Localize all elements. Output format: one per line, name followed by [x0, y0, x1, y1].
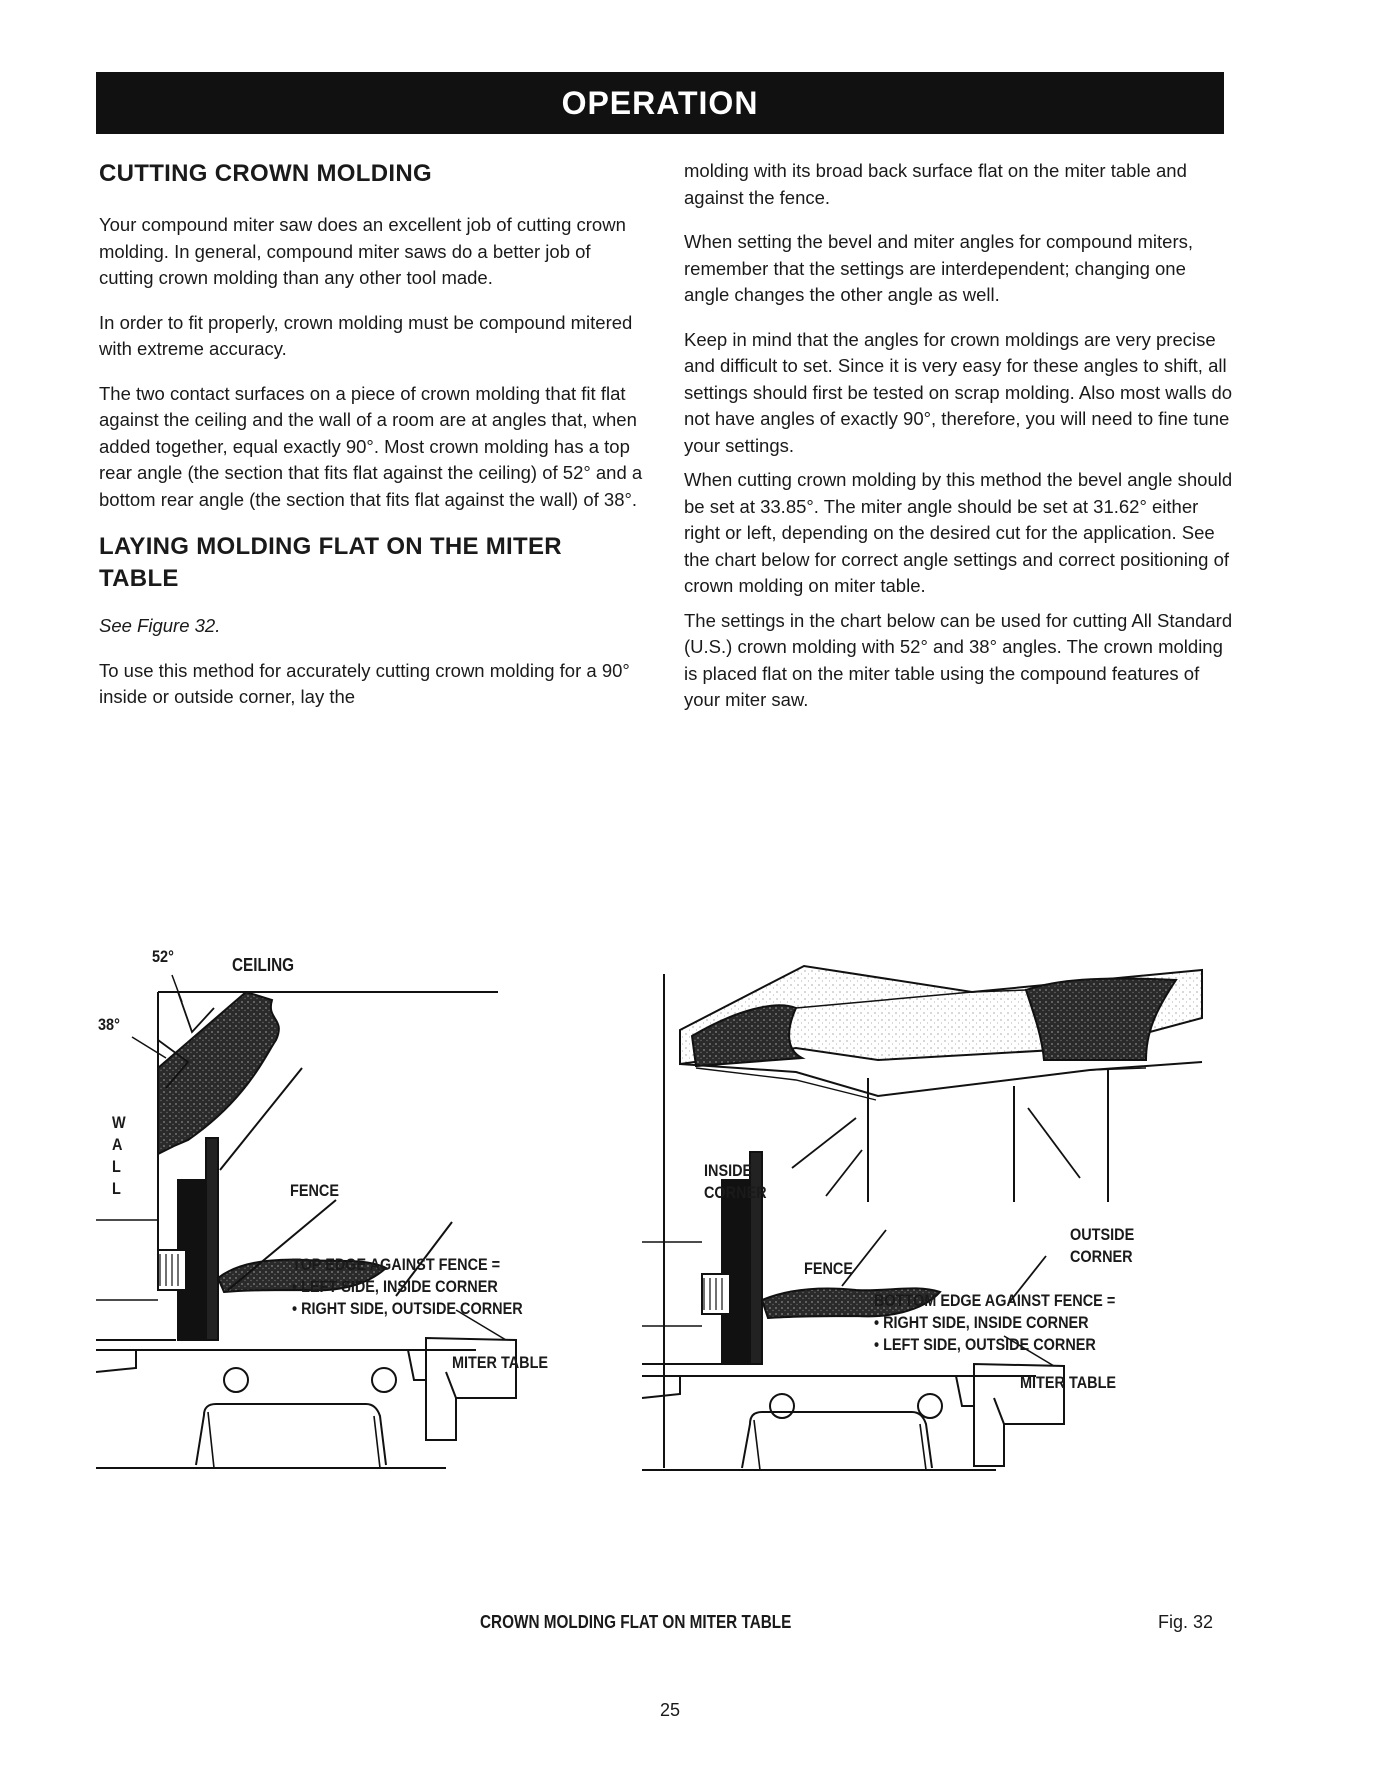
paragraph: Keep in mind that the angles for crown moldings are very precise and difficult to set. Since it is very easy for these angles to shift, all settings should first be tested on scrap molding. Also most walls do not have angles of exactly 90°, therefore, you will need to fine tune your settings. — [684, 328, 1233, 456]
angle-38-label: 38° — [98, 1015, 120, 1034]
inside-corner-label-1: INSIDE — [704, 1161, 753, 1180]
inside-corner-label-2: CORNER — [704, 1183, 767, 1202]
wall-letter: W — [112, 1113, 126, 1132]
wall-letter: L — [112, 1179, 121, 1198]
figure-number: Fig. 32 — [1158, 1612, 1214, 1632]
left-note-line-3: • RIGHT SIDE, OUTSIDE CORNER — [292, 1299, 523, 1318]
right-note-line-3: • LEFT SIDE, OUTSIDE CORNER — [874, 1335, 1096, 1354]
paragraph: molding with its broad back surface flat on the miter table and against the fence. — [684, 160, 1187, 208]
paragraph: When cutting crown molding by this method the bevel angle should be set at 33.85°. The miter angle should be set at 31.62° either right or left, depending on the desired cut for the application. See the chart below for correct angle settings and correct positioning of crown molding on miter table. — [684, 469, 1233, 596]
outside-corner-label-1: OUTSIDE — [1070, 1225, 1135, 1244]
page-number: 25 — [660, 1700, 681, 1720]
outside-corner-label-2: CORNER — [1070, 1247, 1133, 1266]
figure-caption: CROWN MOLDING FLAT ON MITER TABLE — [480, 1612, 792, 1632]
right-note-line-2: • RIGHT SIDE, INSIDE CORNER — [874, 1313, 1089, 1332]
section-banner — [96, 72, 1224, 134]
heading-cutting-crown-molding: CUTTING CROWN MOLDING — [99, 160, 432, 187]
ceiling-label: CEILING — [232, 955, 295, 975]
angle-52-label: 52° — [152, 947, 174, 966]
paragraph: To use this method for accurately cutting crown molding for a 90° inside or outside corner, lay the — [99, 659, 630, 707]
left-column — [99, 158, 647, 729]
left-fence-label: FENCE — [290, 1181, 339, 1200]
right-miter-table-label: MITER TABLE — [1020, 1373, 1117, 1392]
right-column — [684, 158, 1236, 732]
right-note-line-1: BOTTOM EDGE AGAINST FENCE = — [874, 1291, 1116, 1310]
left-note-line-2: • LEFT SIDE, INSIDE CORNER — [292, 1277, 498, 1296]
figure-32 — [96, 940, 1256, 1580]
left-note-line-1: TOP EDGE AGAINST FENCE = — [292, 1255, 501, 1274]
paragraph: The settings in the chart below can be used for cutting All Standard (U.S.) crown molding with 52° and 38° angles. The crown molding is placed flat on the miter table using the compound features of your miter saw. — [684, 609, 1233, 710]
heading-laying-molding-flat: LAYING MOLDING FLAT ON THE MITER TABLE — [99, 533, 562, 592]
paragraph: In order to fit properly, crown molding must be compound mitered with extreme accuracy. — [99, 311, 633, 359]
banner-title: OPERATION — [561, 84, 759, 121]
paragraph: Your compound miter saw does an excellent job of cutting crown molding. In general, compound miter saws do a better job of cutting crown molding than any other tool made. — [99, 214, 626, 288]
left-miter-table-label: MITER TABLE — [452, 1353, 549, 1372]
wall-letter: L — [112, 1157, 121, 1176]
paragraph: When setting the bevel and miter angles for compound miters, remember that the settings are interdependent; changing one angle changes the other angle as well. — [684, 231, 1194, 305]
right-fence-label: FENCE — [804, 1259, 853, 1278]
paragraph: The two contact surfaces on a piece of crown molding that fit flat against the ceiling and the wall of a room are at angles that, when added together, equal exactly 90°. Most crown molding has a top rear angle (the section that fits flat against the ceiling) of 52° and a bottom rear angle (the section that fits flat against the wall) of 38°. — [99, 382, 643, 510]
see-figure-reference: See Figure 32. — [99, 615, 221, 636]
wall-letter: A — [112, 1135, 123, 1154]
